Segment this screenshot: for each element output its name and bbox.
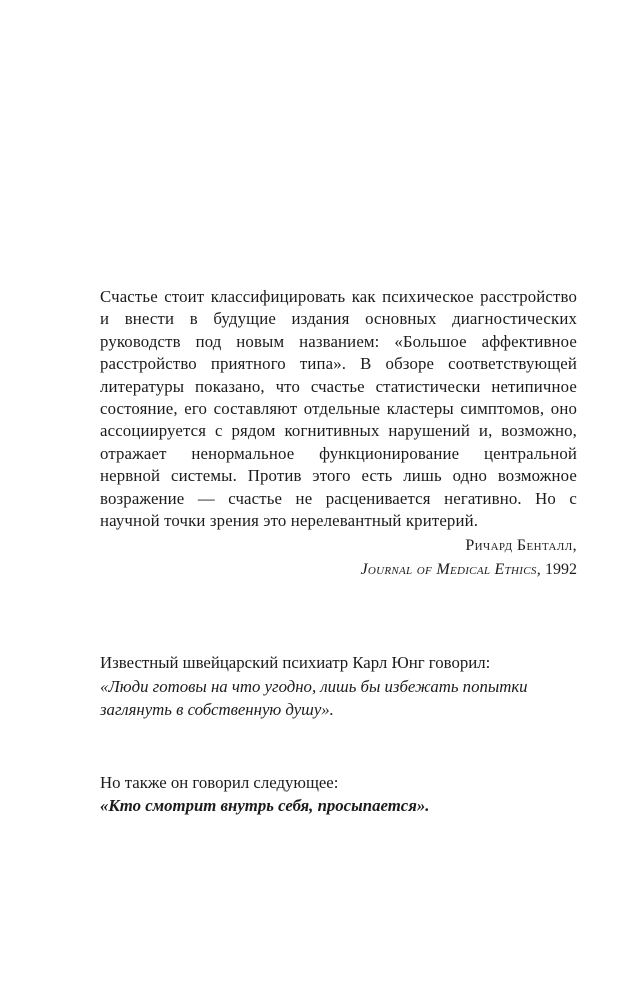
epigraph-text: Счастье стоит классифицировать как психическое расстройство и внести в будущие издания основных диагностических руководств под новым названием: «Большое аффективное расстройство приятного типа». В обзоре соответствующей литературы показано, что счастье статистически нетипичное состояние, его составляют отдельные кластеры симптомов, оно ассоциируется с рядом когнитивных нарушений и, возможно, отражает ненормальное функционирование центральной нервной системы. Против этого есть лишь одно возможное возражение — счастье не расценивается негативно. Но с научной точки зрения это нерелевантный критерий.: [100, 287, 577, 531]
journal-title: Journal of Medical Ethics,: [360, 560, 541, 578]
jung-paragraph-1: [100, 651, 577, 721]
epigraph: [100, 286, 577, 581]
epigraph-author: Ричард Бенталл,: [465, 537, 577, 555]
jung-lead-2: Но также он говорил следующее:: [100, 773, 339, 793]
jung-quote-2: «Кто смотрит внутрь себя, просыпается».: [100, 796, 430, 816]
epigraph-attribution: [100, 534, 577, 581]
jung-lead-1: Известный швейцарский психиатр Карл Юнг говорил:: [100, 653, 491, 673]
jung-quote-1: «Люди готовы на что угодно, лишь бы избежать попытки заглянуть в собственную душу».: [100, 676, 528, 719]
epigraph-source: [100, 558, 577, 582]
journal-year: 1992: [541, 560, 577, 578]
jung-paragraph-2: [100, 771, 577, 817]
